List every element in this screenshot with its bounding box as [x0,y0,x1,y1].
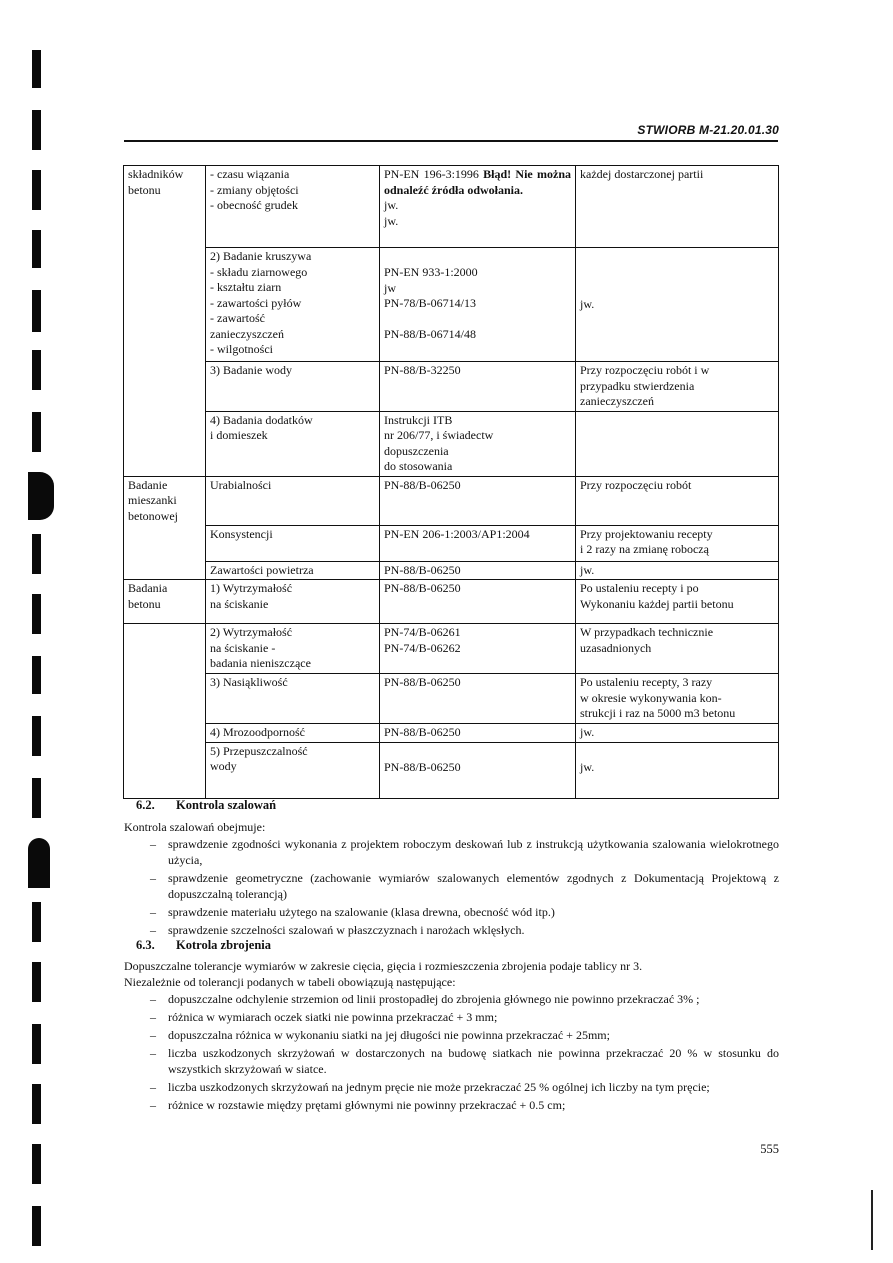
table-cell-property: 3) Nasiąkliwość [206,674,380,724]
table-cell-standard: PN-88/B-06250 [380,476,576,525]
table-cell-standard: PN-EN 206-1:2003/AP1:2004 [380,525,576,561]
table-cell-frequency: Przy projektowaniu recepty i 2 razy na zmianę roboczą [576,525,779,561]
binder-holes-strip [28,40,58,1260]
table-cell-frequency: Przy rozpoczęciu robót i w przypadku stwierdzenia zanieczyszczeń [576,362,779,412]
table-cell-category [124,362,206,412]
header-rule [124,140,778,142]
table-cell-property: 5) Przepuszczalność wody [206,742,380,798]
table-cell-frequency: jw. [576,561,779,580]
list-item: – sprawdzenie szczelności szalowań w płaszczyznach i narożach wklęsłych. [124,922,779,938]
table-cell-standard: PN-88/B-06250 [380,724,576,743]
table-cell-category [124,724,206,743]
testing-requirements-table [123,165,779,799]
section-number: 6.3. [136,938,155,952]
table-cell-property: 1) Wytrzymałość na ściskanie [206,580,380,624]
table-cell-category [124,525,206,561]
table-cell-standard: PN-88/B-06250 [380,561,576,580]
table-cell-standard: PN-88/B-06250 [380,742,576,798]
paragraph: Dopuszczalne tolerancje wymiarów w zakresie cięcia, gięcia i rozmieszczenia zbrojenia podaje tablicy nr 3. [124,959,643,973]
table-row [124,561,779,580]
table-cell-property: 3) Badanie wody [206,362,380,412]
section-number: 6.2. [136,798,155,812]
reinforcement-tolerance-list [124,991,779,1115]
table-cell-frequency: jw. [576,724,779,743]
table-cell-frequency [576,411,779,476]
list-item: – sprawdzenie materiału użytego na szalowanie (klasa drewna, obecność wód itp.) [124,904,779,920]
paragraph: Niezależnie od tolerancji podanych w tabeli obowiązują następujące: [124,975,456,989]
table-cell-category [124,742,206,798]
table-cell-frequency: W przypadkach technicznie uzasadnionych [576,624,779,674]
table-row [124,411,779,476]
table-cell-standard: PN-88/B-06250 [380,580,576,624]
table-row [124,624,779,674]
table-cell-frequency: Po ustaleniu recepty i po Wykonaniu każdej partii betonu [576,580,779,624]
list-item: – dopuszczalne odchylenie strzemion od linii prostopadłej do zbrojenia głównego nie powinno przekraczać 3% ; [124,991,779,1007]
table-cell-standard: PN-74/B-06261 PN-74/B-06262 [380,624,576,674]
section-heading-6-3 [136,938,271,953]
table-row [124,248,779,362]
table-cell-standard: Instrukcji ITB nr 206/77, i świadectw dopuszczenia do stosowania [380,411,576,476]
list-item: – liczba uszkodzonych skrzyżowań w dostarczonych na budowę siatkach nie powinna przekraczać 20 % w stosunku do wszystkich skrzyżowań w siatce. [124,1045,779,1077]
table-row [124,476,779,525]
table-cell-category [124,624,206,674]
table-cell-category [124,561,206,580]
section-title: Kotrola zbrojenia [176,938,272,952]
section-title: Kontrola szalowań [176,798,277,812]
table-cell-property: Urabialności [206,476,380,525]
table-cell-standard: PN-EN 196-3:1996 Błąd! Nie można odnaleźć źródła odwołania. jw. jw. [380,166,576,248]
table-cell-category: składników betonu [124,166,206,248]
list-item: – dopuszczalna różnica w wykonaniu siatki na jej długości nie powinna przekraczać + 25mm; [124,1027,779,1043]
list-item: – różnica w wymiarach oczek siatki nie powinna przekraczać + 3 mm; [124,1009,779,1025]
table-row [124,362,779,412]
table-cell-property: Zawartości powietrza [206,561,380,580]
list-item: – sprawdzenie geometryczne (zachowanie wymiarów szalowanych elementów zgodnych z Dokumentacją Projektową z dopuszczalną tolerancją) [124,870,779,902]
table-cell-frequency: jw. [576,248,779,362]
table-cell-frequency: Przy rozpoczęciu robót [576,476,779,525]
reference-error-text: Błąd! Nie można odnaleźć źródła odwołania. [384,167,571,197]
scan-edge-line [871,1190,873,1250]
table-cell-standard: PN-88/B-32250 [380,362,576,412]
table-cell-frequency: każdej dostarczonej partii [576,166,779,248]
document-code: STWIORB M-21.20.01.30 [637,123,779,137]
formwork-checks-list [124,836,779,940]
page-number: 555 [760,1142,779,1156]
table-row [124,742,779,798]
section-heading-6-2 [136,798,276,813]
table-row [124,166,779,248]
table-cell-frequency: Po ustaleniu recepty, 3 razy w okresie wykonywania kon- strukcji i raz na 5000 m3 betonu [576,674,779,724]
table-cell-property: Konsystencji [206,525,380,561]
table-row [124,724,779,743]
table-row [124,674,779,724]
table-cell-standard: PN-88/B-06250 [380,674,576,724]
table-cell-property: 2) Wytrzymałość na ściskanie - badania nieniszczące [206,624,380,674]
table-cell-property: 4) Mrozoodporność [206,724,380,743]
list-item: – liczba uszkodzonych skrzyżowań na jednym pręcie nie może przekraczać 25 % ogólnej ich liczby na tym pręcie; [124,1079,779,1095]
table-cell-property: 4) Badania dodatków i domieszek [206,411,380,476]
table-row [124,525,779,561]
table-row [124,580,779,624]
section-intro: Kontrola szalowań obejmuje: [124,820,266,834]
table-cell-property: 2) Badanie kruszywa - składu ziarnowego - kształtu ziarn - zawartości pyłów - zawartość zanieczyszczeń - wilgotności [206,248,380,362]
list-item: – różnice w rozstawie między prętami głównymi nie powinny przekraczać + 0.5 cm; [124,1097,779,1113]
table-cell-frequency: jw. [576,742,779,798]
table-cell-category [124,248,206,362]
table-cell-category [124,674,206,724]
table-cell-category: Badanie mieszanki betonowej [124,476,206,525]
list-item: – sprawdzenie zgodności wykonania z projektem roboczym deskowań lub z instrukcją użytkowania szalowania wielokrotnego użycia, [124,836,779,868]
table-cell-property: - czasu wiązania - zmiany objętości - obecność grudek [206,166,380,248]
table-cell-standard: PN-EN 933-1:2000 jw PN-78/B-06714/13 PN-88/B-06714/48 [380,248,576,362]
table-cell-category [124,411,206,476]
table-cell-category: Badania betonu [124,580,206,624]
